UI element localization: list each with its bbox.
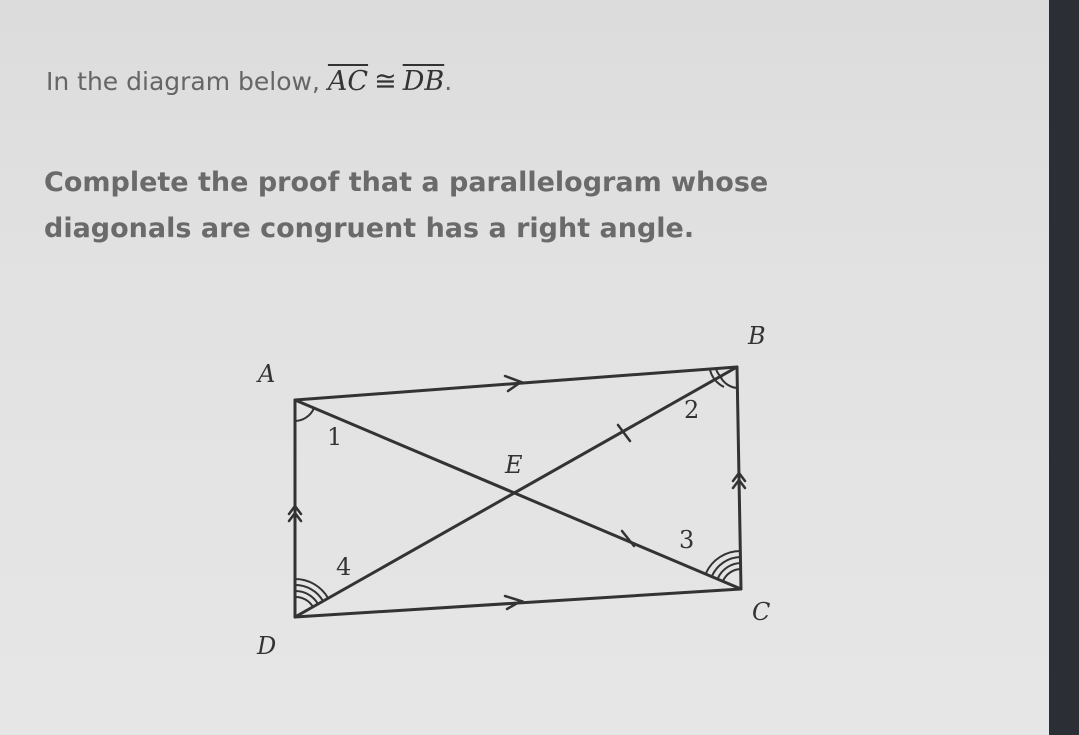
angle-arc-c-1: [723, 569, 741, 581]
segment-ac: $\overline{AC}$: [327, 66, 369, 97]
diagonal-db: [295, 367, 737, 617]
angle-label-3: 3: [679, 526, 695, 554]
angle-label-1: 1: [327, 423, 343, 451]
segment-db: $\overline{DB}$: [402, 66, 445, 97]
question-text: Complete the proof that a parallelogram whose diagonals are congruent has a right angle.: [44, 167, 769, 244]
angle-label-2: 2: [684, 396, 700, 424]
point-label-e: E: [505, 451, 523, 479]
angle-arc-a: [295, 408, 314, 421]
angle-arc-c-2: [718, 563, 741, 578]
point-label-d: D: [257, 632, 277, 660]
diagonal-ac: [295, 400, 741, 589]
intro-suffix: .: [444, 67, 453, 96]
intro-prefix: In the diagram below,: [46, 67, 320, 96]
congruent-symbol: ≅: [374, 66, 397, 97]
point-label-b: B: [748, 322, 766, 350]
angle-label-4: 4: [336, 553, 352, 581]
point-label-c: C: [752, 598, 771, 626]
point-label-a: A: [258, 360, 276, 388]
angle-arc-d-1: [295, 597, 313, 607]
